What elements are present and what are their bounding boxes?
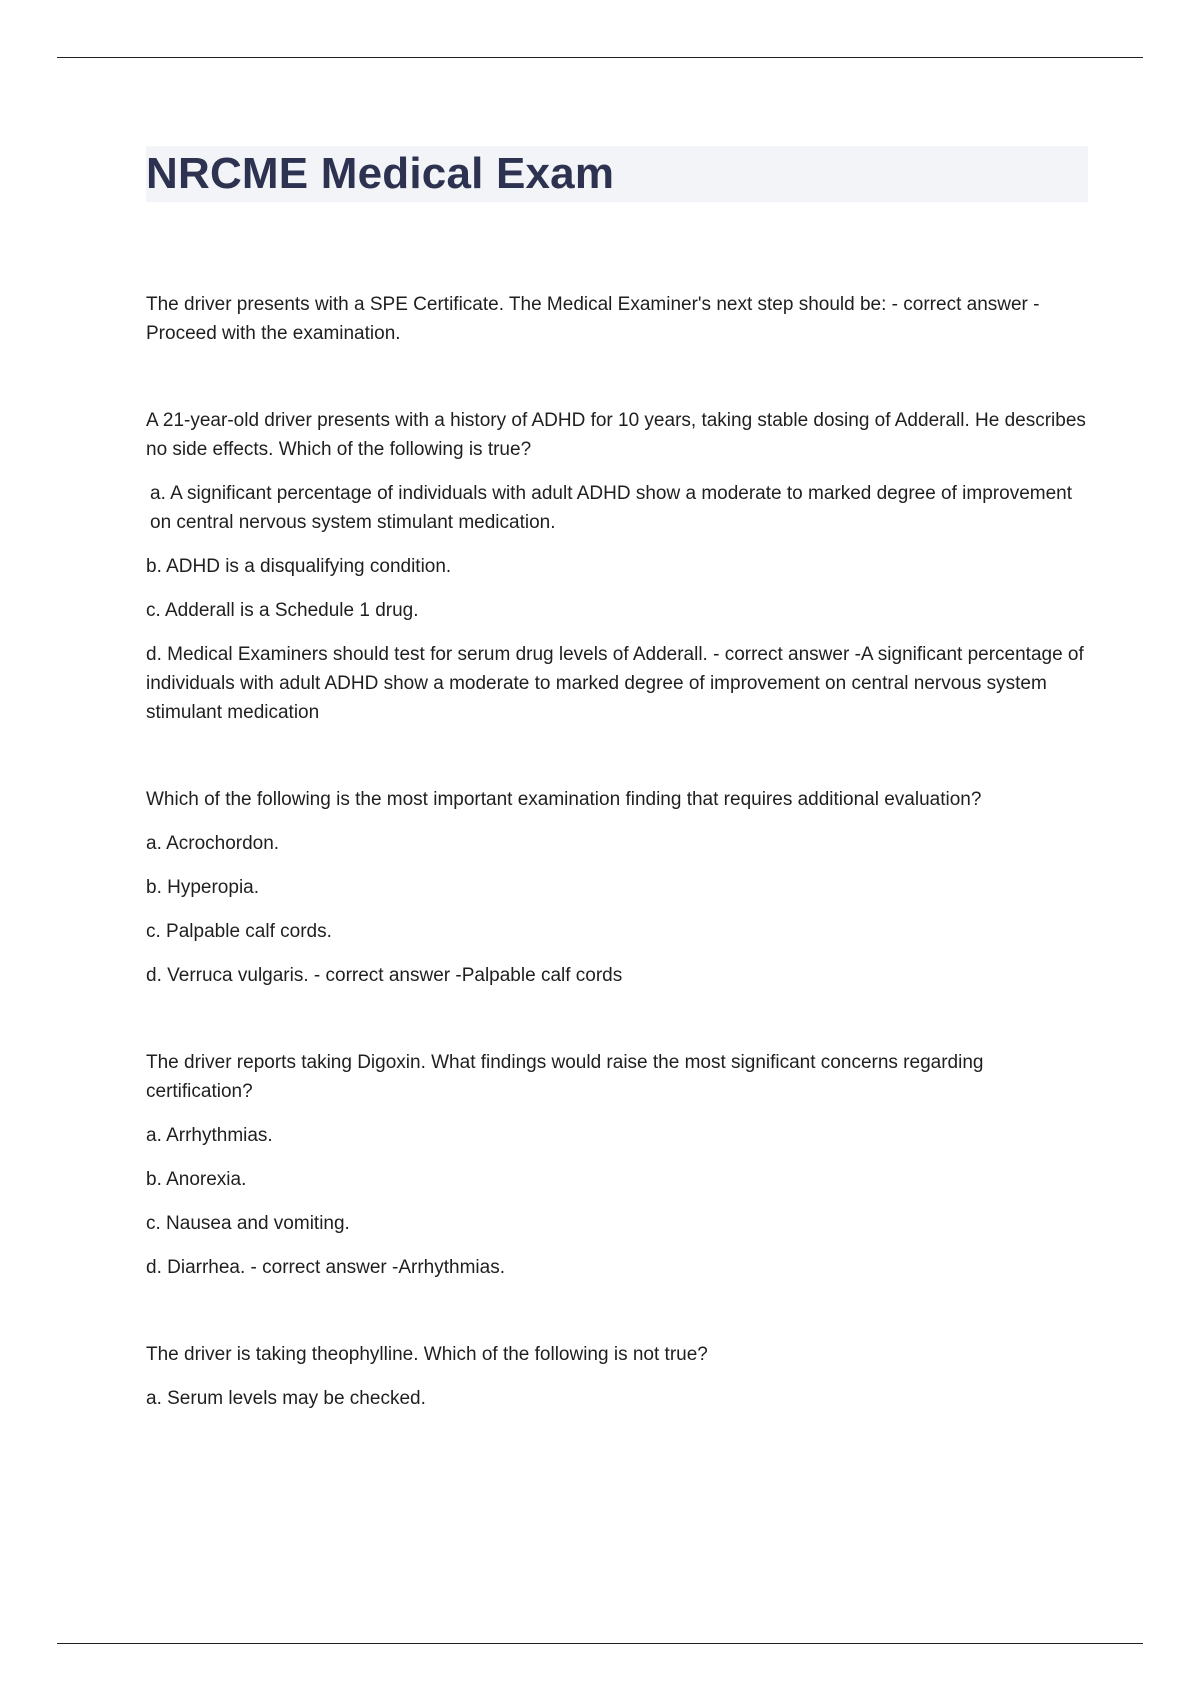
question-text: Which of the following is the most important examination finding that requires additional evaluation?: [146, 789, 982, 810]
answer-option-a: a. Acrochordon.: [146, 833, 280, 854]
answer-option-b: b. Hyperopia.: [146, 877, 260, 898]
answer-option-b: b. Anorexia.: [146, 1169, 247, 1190]
question-text: The driver is taking theophylline. Which of the following is not true?: [146, 1344, 708, 1365]
question-text: A 21-year-old driver presents with a history of ADHD for 10 years, taking stable dosing of Adderall. He describes no side effects. Which of the following is true?: [146, 410, 1086, 460]
answer-option-c: c. Adderall is a Schedule 1 drug.: [146, 600, 419, 621]
answer-option-d-with-correct-answer: d. Verruca vulgaris. - correct answer -Palpable calf cords: [146, 965, 623, 986]
question-block-5: [146, 1340, 1088, 1413]
bottom-divider: [57, 1643, 1143, 1644]
answer-option-a: a. Arrhythmias.: [146, 1125, 273, 1146]
question-text: The driver reports taking Digoxin. What findings would raise the most significant concerns regarding certification?: [146, 1052, 984, 1102]
question-block-1: [146, 290, 1088, 348]
question-block-4: [146, 1048, 1088, 1282]
answer-option-c: c. Palpable calf cords.: [146, 921, 332, 942]
page-title: NRCME Medical Exam: [146, 149, 615, 198]
question-block-2: [146, 406, 1088, 727]
answer-option-a: a. A significant percentage of individuals with adult ADHD show a moderate to marked degree of improvement on central nervous system stimulant medication.: [150, 483, 1073, 533]
answer-option-c: c. Nausea and vomiting.: [146, 1213, 350, 1234]
question-text: The driver presents with a SPE Certificate. The Medical Examiner's next step should be: - correct answer -Proceed with the examination.: [146, 294, 1040, 344]
question-block-3: [146, 785, 1088, 990]
answer-option-b: b. ADHD is a disqualifying condition.: [146, 556, 452, 577]
answer-option-d-with-correct-answer: d. Diarrhea. - correct answer -Arrhythmias.: [146, 1257, 505, 1278]
document-body: [146, 290, 1088, 1471]
answer-option-a: a. Serum levels may be checked.: [146, 1388, 426, 1409]
top-divider: [57, 57, 1143, 58]
answer-option-d-with-correct-answer: d. Medical Examiners should test for serum drug levels of Adderall. - correct answer -A significant percentage of individuals with adult ADHD show a moderate to marked degree of improvement on central nervous system stimulant medication: [146, 644, 1084, 723]
